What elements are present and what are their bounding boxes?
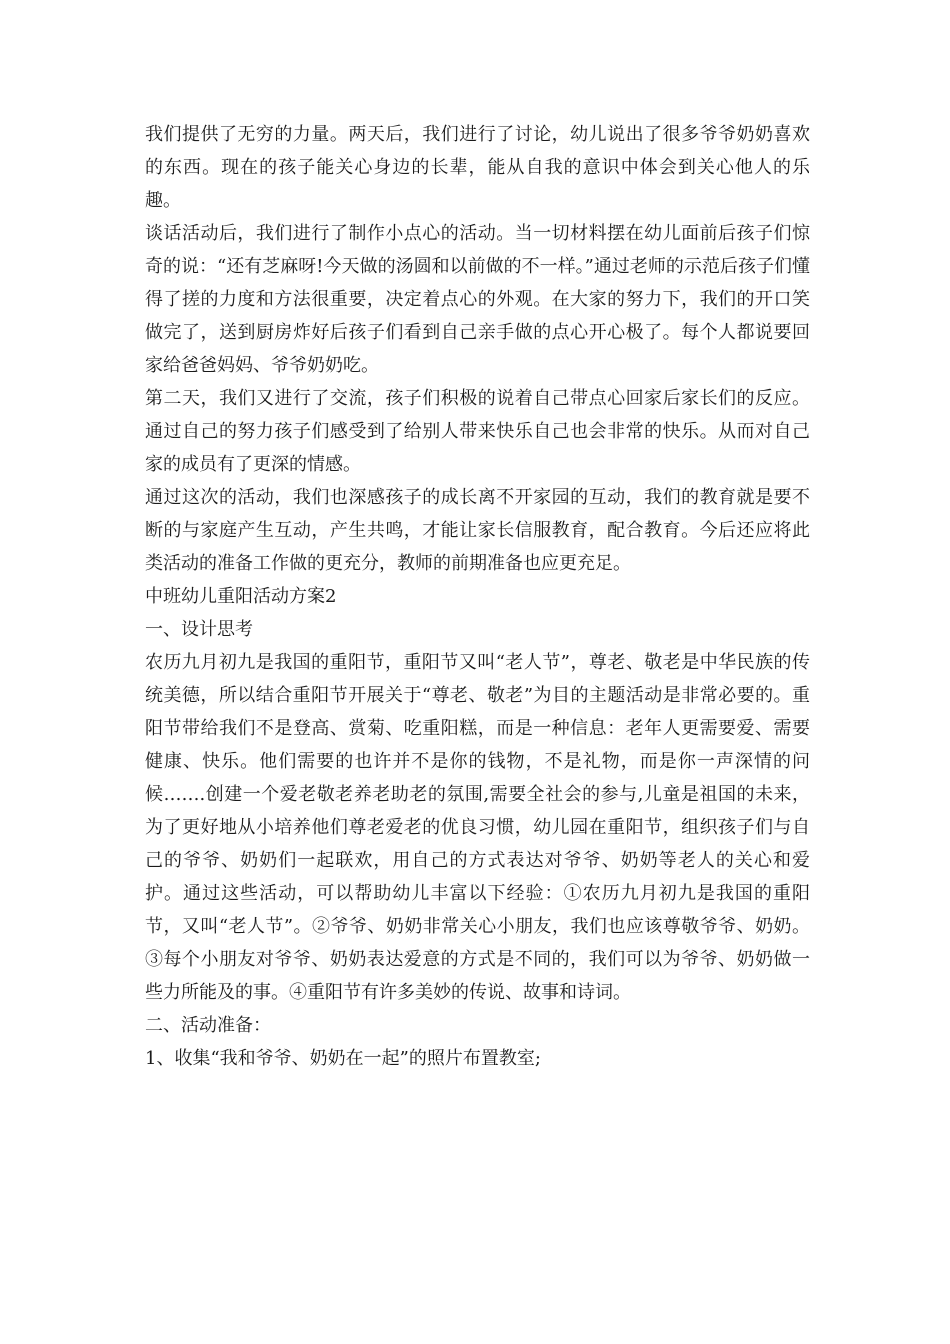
section-title: 中班幼儿重阳活动方案2 [145,586,337,607]
list-item-preparation-1: 1、收集“我和爷爷、奶奶在一起”的照片布置教室; [145,1048,541,1069]
section-heading-preparation: 二、活动准备： [145,1015,271,1036]
paragraph-second-day: 第二天，我们又进行了交流，孩子们积极的说着自己带点心回家后家长们的反应。通过自己的努力孩子们感受到了给别人带来快乐自己也会非常的快乐。从而对自己家的成员有了更深的情感。 [145,388,810,475]
paragraph-design-thinking: 农历九月初九是我国的重阳节，重阳节又叫“老人节”，尊老、敬老是中华民族的传统美德，所以结合重阳节开展关于“尊老、敬老”为目的主题活动是非常必要的。重阳节带给我们不是登高、赏菊、吃重阳糕，而是一种信息：老年人更需要爱、需要健康、快乐。他们需要的也许并不是你的钱物，不是礼物，而是你一声深情的问候…….创建一个爱老敬老养老助老的氛围,需要全社会的参与,儿童是祖国的未来，为了更好地从小培养他们尊老爱老的优良习惯，幼儿园在重阳节，组织孩子们与自己的爷爷、奶奶们一起联欢，用自己的方式表达对爷爷、奶奶等老人的关心和爱护。通过这些活动，可以帮助幼儿丰富以下经验：①农历九月初九是我国的重阳节，又叫“老人节”。②爷爷、奶奶非常关心小朋友，我们也应该尊敬爷爷、奶奶。③每个小朋友对爷爷、奶奶表达爱意的方式是不同的，我们可以为爷爷、奶奶做一些力所能及的事。④重阳节有许多美妙的传说、故事和诗词。 [145,652,810,1003]
paragraph-snack-activity: 谈话活动后，我们进行了制作小点心的活动。当一切材料摆在幼儿面前后孩子们惊奇的说：“还有芝麻呀!今天做的汤圆和以前做的不一样。”通过老师的示范后孩子们懂得了搓的力度和方法很重要，决定着点心的外观。在大家的努力下，我们的开口笑做完了，送到厨房炸好后孩子们看到自己亲手做的点心开心极了。每个人都说要回家给爸爸妈妈、爷爷奶奶吃。 [145,223,810,376]
paragraph-reflection: 通过这次的活动，我们也深感孩子的成长离不开家园的互动，我们的教育就是要不断的与家庭产生互动，产生共鸣，才能让家长信服教育，配合教育。今后还应将此类活动的准备工作做的更充分，教师的前期准备也应更充足。 [145,487,810,574]
document-body [145,118,810,1075]
section-heading-design: 一、设计思考 [145,619,253,640]
paragraph-intro-continued: 我们提供了无穷的力量。两天后，我们进行了讨论，幼儿说出了很多爷爷奶奶喜欢的东西。现在的孩子能关心身边的长辈，能从自我的意识中体会到关心他人的乐趣。 [145,124,810,211]
